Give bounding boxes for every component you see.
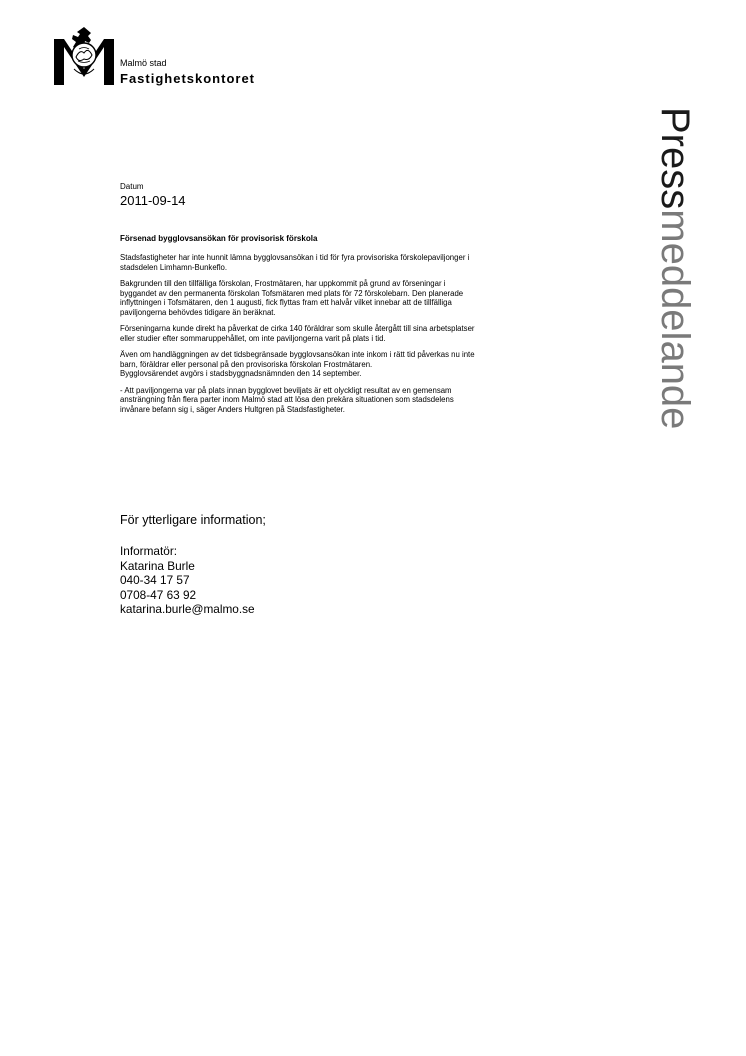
malmo-griffin-crest-icon <box>54 25 114 85</box>
article-headline: Försenad bygglovsansökan för provisorisk förskola <box>120 234 318 243</box>
contact-heading: För ytterligare information; <box>120 513 266 527</box>
article-paragraph: Bakgrunden till den tillfälliga förskolan, Frostmätaren, har uppkommit på grund av förseningar i byggandet av den permanenta förskolan Tofsmätaren med plats för 72 förskolebarn. Den planerade inflyttningen i Tofsmätaren, den 1 augusti, fick flyttas fram ett halvår vilket innebar att de tillfälliga paviljongerna behövdes tidigare än beräknat. <box>120 279 464 317</box>
article-paragraph: - Att paviljongerna var på plats innan bygglovet beviljats är ett olyckligt resultat av en gemensam ansträngning från flera parter inom Malmö stad att lösa den prekära situationen som stadsdelens invånare befann sig i, säger Anders Hultgren på Stadsfastigheter. <box>120 385 454 414</box>
side-label-meddelande: meddelande <box>653 209 697 430</box>
pressmeddelande-side-label <box>651 107 699 547</box>
contact-block <box>120 512 266 617</box>
contact-phone: 040-34 17 57 <box>120 573 190 588</box>
article-paragraph: Förseningarna kunde direkt ha påverkat de cirka 140 föräldrar som skulle återgått till sina arbetsplatser eller studier efter sommaruppehållet, om inte paviljongerna varit på plats i tid. <box>120 324 475 343</box>
date-value: 2011-09-14 <box>120 193 186 208</box>
date-label: Datum <box>120 182 144 191</box>
contact-email-link[interactable]: katarina.burle@malmo.se <box>120 602 255 617</box>
article-paragraph: Stadsfastigheter har inte hunnit lämna bygglovsansökan i tid för fyra provisoriska förskolepaviljonger i stadsdelen Limhamn-Bunkeflo. <box>120 253 470 272</box>
side-label-press: Press <box>653 107 697 210</box>
org-name: Fastighetskontoret <box>120 71 256 86</box>
article-body <box>120 253 590 421</box>
contact-name: Katarina Burle <box>120 558 195 573</box>
article-paragraph: Även om handläggningen av det tidsbegränsade bygglovsansökan inte inkom i rätt tid påverkas nu inte barn, föräldrar eller personal på den provisoriska förskolan Frostmätaren. Bygglovsärendet avgörs i stadsbyggnadsnämnden den 14 september. <box>120 350 475 378</box>
contact-role: Informatör: <box>120 544 178 558</box>
org-subtitle: Malmö stad <box>120 58 167 68</box>
contact-mobile: 0708-47 63 92 <box>120 587 197 602</box>
